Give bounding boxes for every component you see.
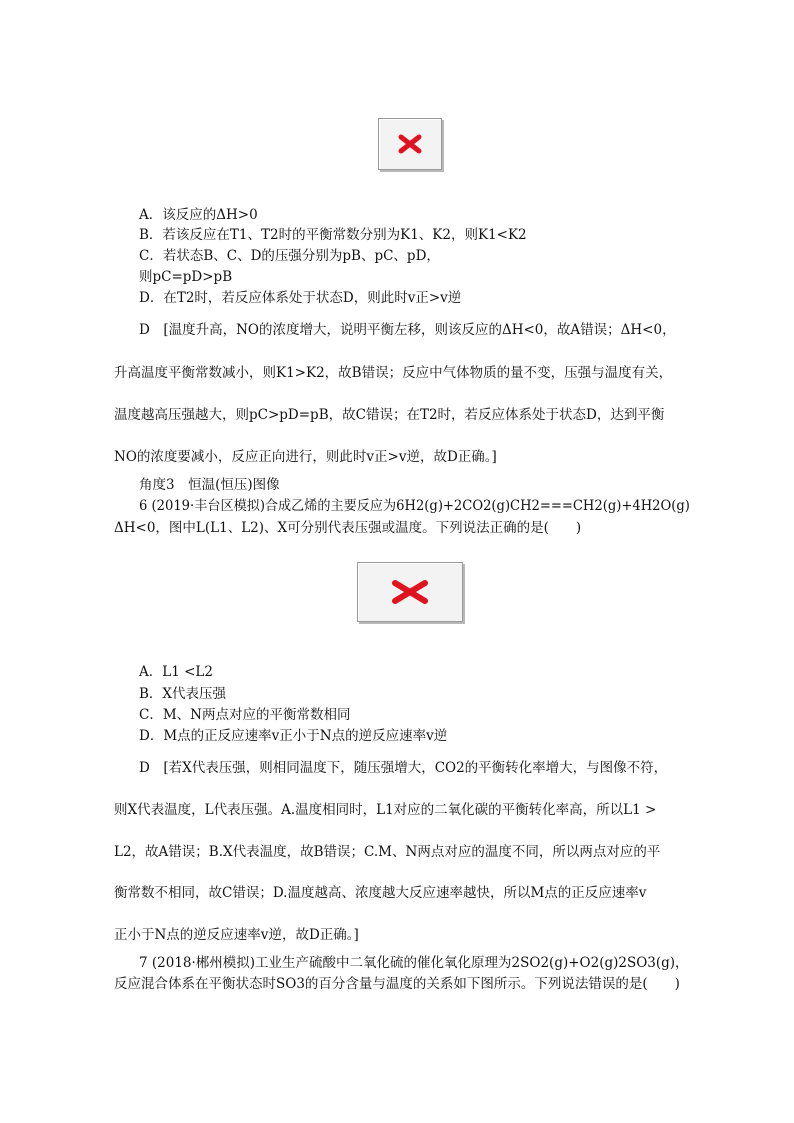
- q6-answer-line-4: 衡常数不相同，故C错误；D.温度越高、浓度越大反应速率越快，所以M点的正反应速率v: [114, 885, 647, 901]
- q6-option-c: C．M、N两点对应的平衡常数相同: [139, 707, 351, 723]
- q5-option-c: C．若状态B、C、D的压强分别为pB、pC、pD，: [139, 248, 440, 264]
- q7-stem-line-2: 反应混合体系在平衡状态时SO3的百分含量与温度的关系如下图所示。下列说法错误的是( ): [114, 976, 680, 992]
- q5-option-d: D．在T2时，若反应体系处于状态D，则此时v正>v逆: [139, 290, 462, 306]
- q5-option-a: A．该反应的ΔH>0: [139, 207, 258, 223]
- q6-answer-line-3: L2，故A错误；B.X代表温度，故B错误；C.M、N两点对应的温度不同，所以两点对应的平: [114, 844, 661, 860]
- q6-answer-line-2: 则X代表温度，L代表压强。A.温度相同时，L1对应的二氧化碳的平衡转化率高，所以L1 >: [114, 802, 657, 818]
- q5-answer-line-3: 温度越高压强越大，则pC>pD=pB，故C错误；在T2时，若反应体系处于状态D，达到平衡: [114, 407, 665, 423]
- q6-option-d: D．M点的正反应速率v正小于N点的逆反应速率v逆: [139, 728, 448, 744]
- q6-option-b: B．X代表压强: [139, 686, 227, 702]
- q6-answer-line-1: D [若X代表压强，则相同温度下，随压强增大，CO2的平衡转化率增大，与图像不符，: [139, 760, 668, 776]
- q5-answer-line-2: 升高温度平衡常数减小，则K1>K2，故B错误；反应中气体物质的量不变，压强与温度有关，: [114, 365, 673, 381]
- q5-option-b: B．若该反应在T1、T2时的平衡常数分别为K1、K2，则K1<K2: [139, 227, 527, 243]
- section-title: 角度3 恒温(恒压)图像: [139, 477, 280, 493]
- q6-option-a: A．L1 <L2: [139, 664, 213, 680]
- broken-image-2: [357, 562, 463, 622]
- q5-answer-line-4: NO的浓度要减小，反应正向进行，则此时v正>v逆，故D正确。]: [114, 449, 497, 465]
- q6-stem-line-2: ΔH<0，图中L(L1、L2)、X可分别代表压强或温度。下列说法正确的是( ): [114, 520, 582, 536]
- q6-answer-line-5: 正小于N点的逆反应速率v逆，故D正确。]: [114, 927, 359, 943]
- q6-stem-line-1: 6 (2019·丰台区模拟)合成乙烯的主要反应为6H2(g)+2CO2(g)CH2===CH2(g)+4H2O(g): [139, 498, 690, 514]
- q7-stem-line-1: 7 (2018·郴州模拟)工业生产硫酸中二氧化硫的催化氧化原理为2SO2(g)+O2(g)2SO3(g)，: [139, 955, 689, 971]
- q5-option-c-cont: 则pC=pD>pB: [139, 269, 233, 285]
- broken-image-x-icon: [387, 579, 433, 605]
- broken-image-x-icon: [395, 133, 425, 155]
- broken-image-1: [378, 118, 442, 170]
- q5-answer-line-1: D [温度升高，NO的浓度增大，说明平衡左移，则该反应的ΔH<0，故A错误；ΔH<0，: [139, 322, 676, 338]
